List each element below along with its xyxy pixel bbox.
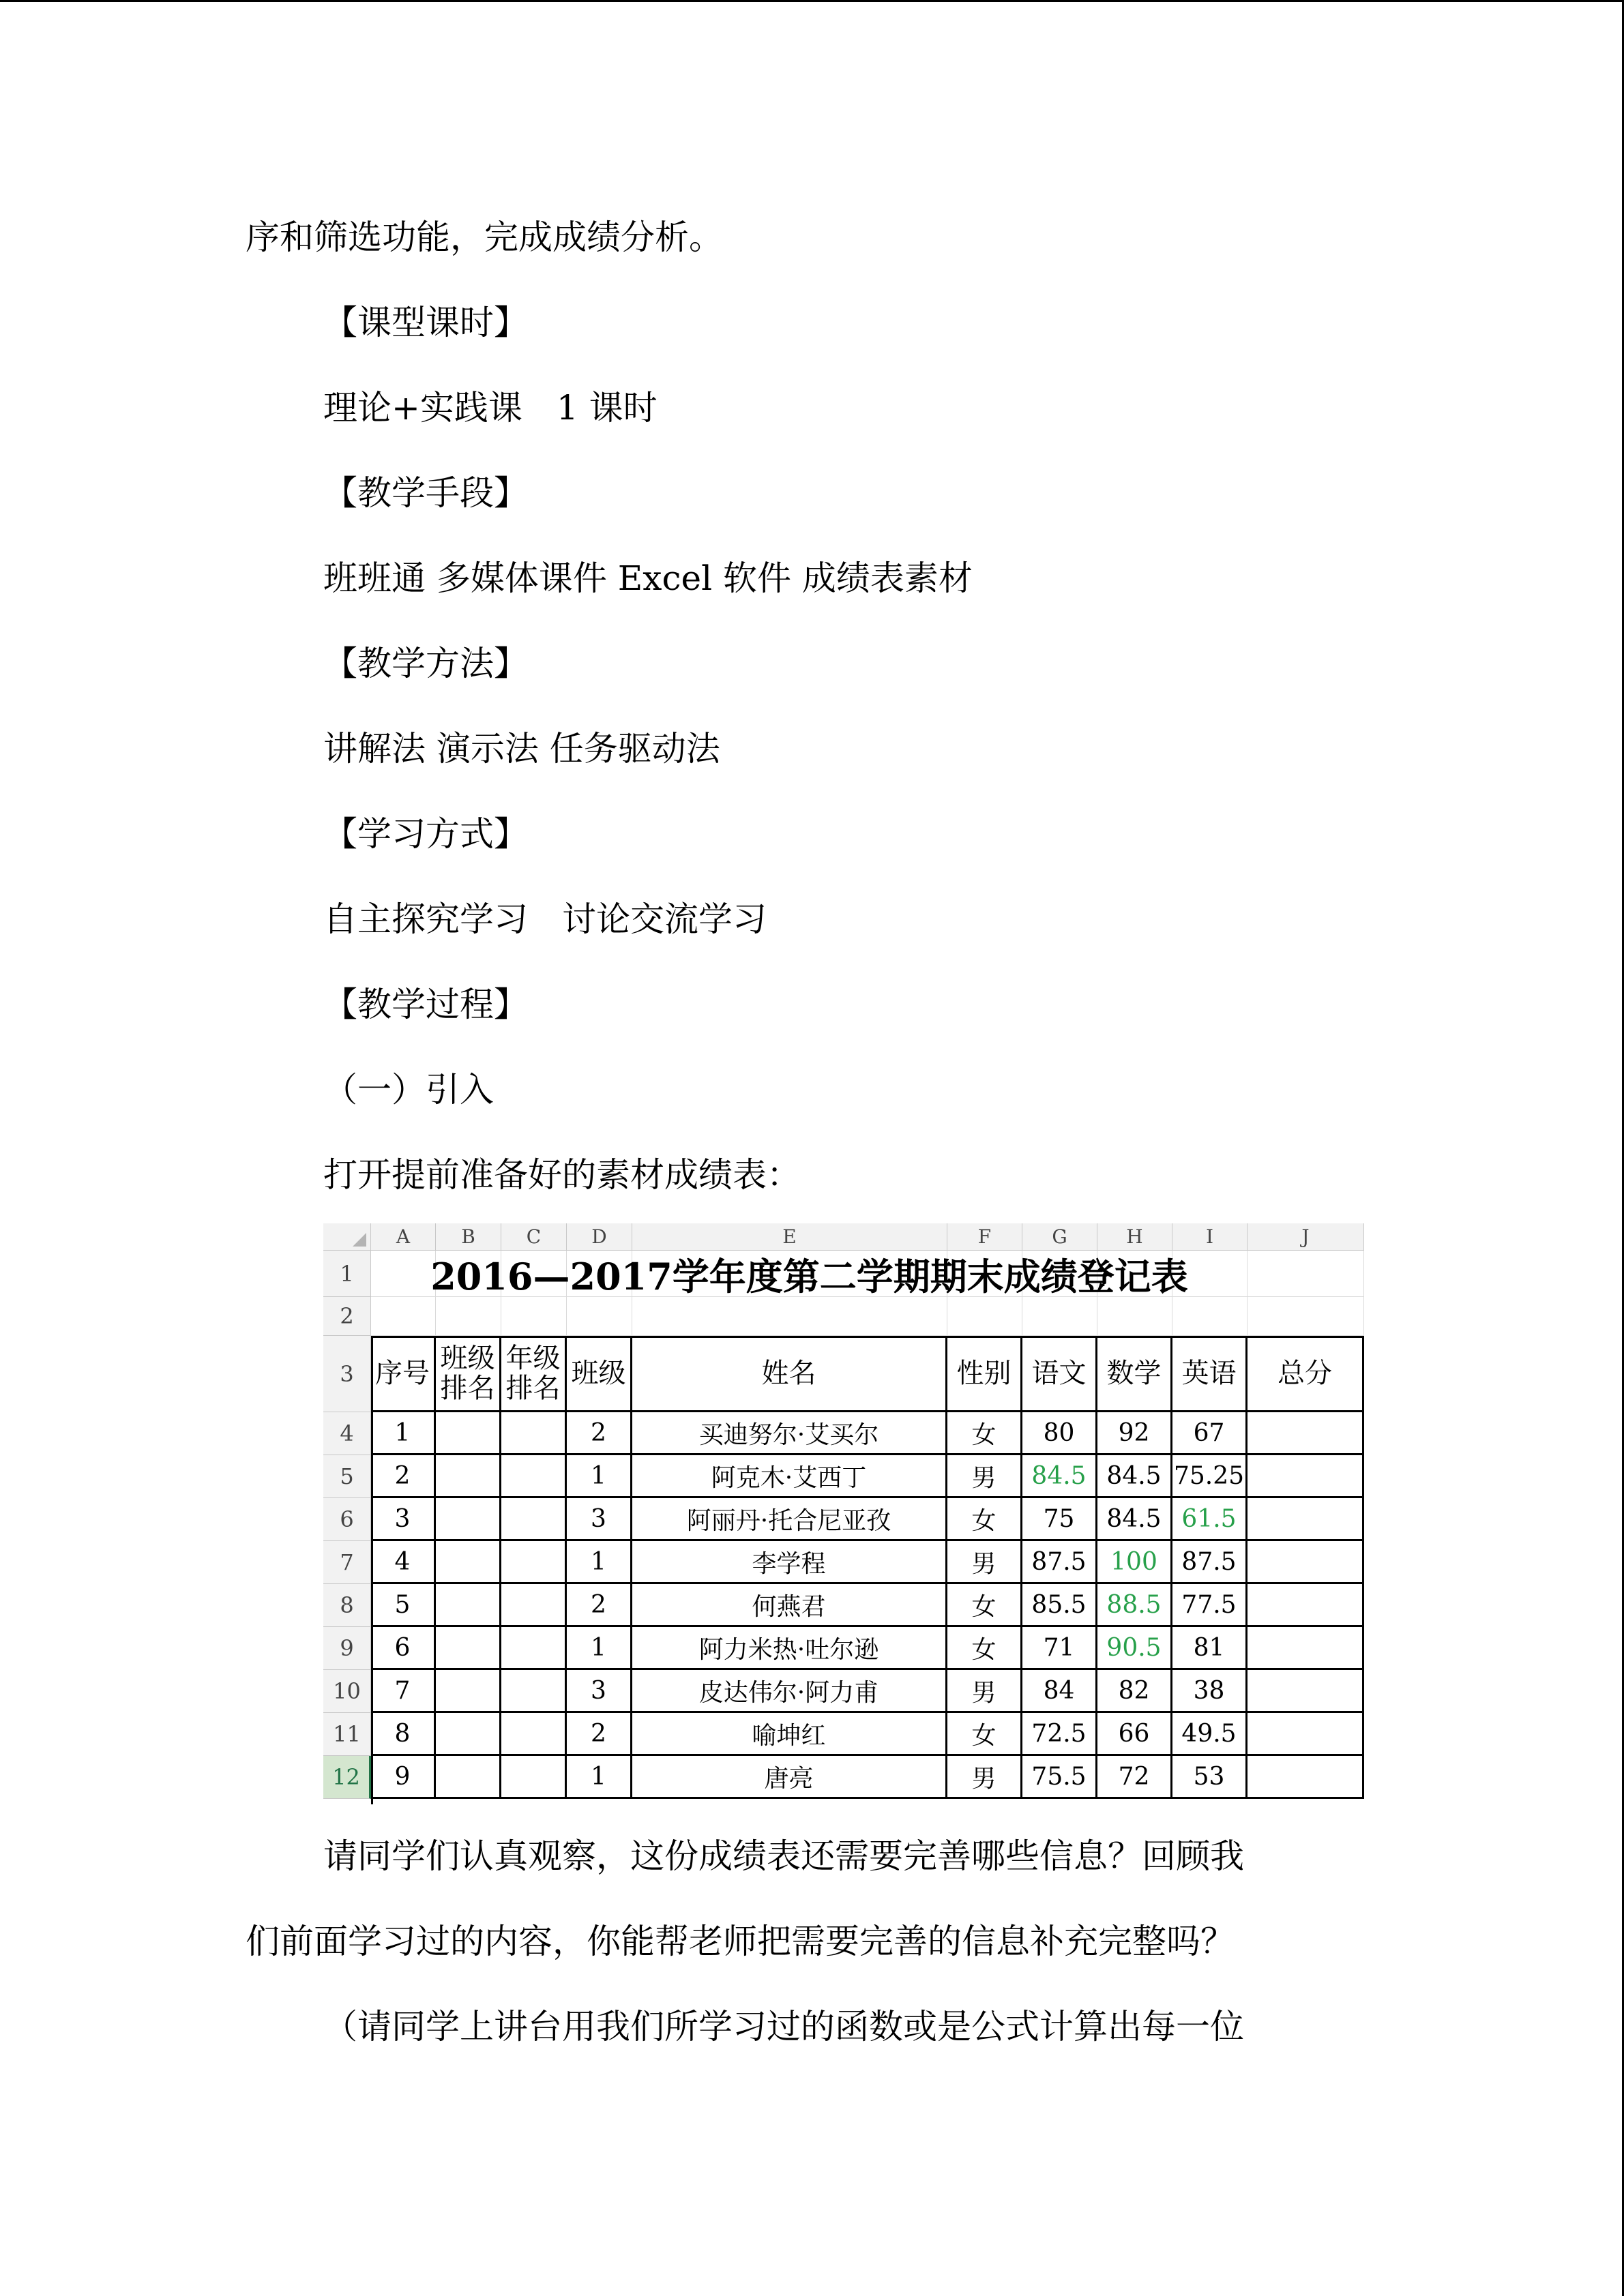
column-header-a: A bbox=[371, 1223, 436, 1251]
table-cell bbox=[1247, 1541, 1364, 1584]
heading-learning-style: 【学习方式】 bbox=[323, 814, 528, 854]
table-cell: 66 bbox=[1097, 1713, 1172, 1756]
table-cell bbox=[501, 1541, 567, 1584]
table-cell: 75.25 bbox=[1172, 1455, 1247, 1498]
row-header-2: 2 bbox=[323, 1297, 371, 1336]
table-header-label: 年级 排名 bbox=[505, 1342, 561, 1404]
table-header-label: 总分 bbox=[1278, 1357, 1332, 1389]
table-cell bbox=[1247, 1713, 1364, 1756]
column-header-c: C bbox=[501, 1223, 567, 1251]
table-cell: 88.5 bbox=[1097, 1584, 1172, 1627]
table-cell: 女 bbox=[947, 1713, 1022, 1756]
heading-introduction: （一）引入 bbox=[323, 1070, 494, 1109]
table-cell bbox=[501, 1498, 567, 1541]
grid-cell bbox=[1022, 1297, 1097, 1336]
table-cell: 5 bbox=[371, 1584, 436, 1627]
table-cell bbox=[1247, 1584, 1364, 1627]
table-cell: 49.5 bbox=[1172, 1713, 1247, 1756]
table-cell: 1 bbox=[567, 1455, 632, 1498]
table-cell bbox=[436, 1584, 501, 1627]
column-header-i: I bbox=[1172, 1223, 1247, 1251]
paragraph-intro-tail: 序和筛选功能，完成成绩分析。 bbox=[246, 218, 723, 257]
column-header-b: B bbox=[436, 1223, 501, 1251]
table-cell bbox=[501, 1584, 567, 1627]
table-cell: 75 bbox=[1022, 1498, 1097, 1541]
table-cell bbox=[501, 1627, 567, 1670]
row-header-4: 4 bbox=[323, 1412, 371, 1455]
table-cell bbox=[436, 1713, 501, 1756]
table-header-cell bbox=[371, 1336, 436, 1412]
row-header-11: 11 bbox=[323, 1713, 371, 1756]
table-cell: 81 bbox=[1172, 1627, 1247, 1670]
table-cell: 女 bbox=[947, 1584, 1022, 1627]
paragraph-teaching-methods: 讲解法 演示法 任务驱动法 bbox=[323, 729, 720, 769]
table-cell: 84.5 bbox=[1097, 1455, 1172, 1498]
row-header-6: 6 bbox=[323, 1498, 371, 1541]
table-header-label: 语文 bbox=[1031, 1357, 1087, 1389]
table-cell: 80 bbox=[1022, 1412, 1097, 1455]
paragraph-learning-style: 自主探究学习 讨论交流学习 bbox=[323, 899, 767, 939]
grid-cell bbox=[1247, 1297, 1364, 1336]
table-cell: 3 bbox=[567, 1498, 632, 1541]
table-cell: 1 bbox=[371, 1412, 436, 1455]
column-header-e: E bbox=[632, 1223, 947, 1251]
row-header-1: 1 bbox=[323, 1251, 371, 1297]
table-cell bbox=[501, 1756, 567, 1799]
table-cell: 71 bbox=[1022, 1627, 1097, 1670]
column-header-f: F bbox=[947, 1223, 1022, 1251]
row-header-7: 7 bbox=[323, 1541, 371, 1584]
paragraph-question-3: （请同学上讲台用我们所学习过的函数或是公式计算出每一位 bbox=[323, 2007, 1244, 2046]
paragraph-teaching-means: 班班通 多媒体课件 Excel 软件 成绩表素材 bbox=[323, 558, 973, 598]
column-header-h: H bbox=[1097, 1223, 1172, 1251]
paragraph-course-type: 理论+实践课 1 课时 bbox=[323, 388, 658, 428]
table-cell: 87.5 bbox=[1022, 1541, 1097, 1584]
row-header-12: 12 bbox=[323, 1756, 371, 1799]
table-cell: 2 bbox=[567, 1713, 632, 1756]
grid-cell bbox=[567, 1297, 632, 1336]
table-cell: 1 bbox=[567, 1541, 632, 1584]
table-cell: 8 bbox=[371, 1713, 436, 1756]
table-cell: 女 bbox=[947, 1498, 1022, 1541]
table-cell: 阿力米热·吐尔逊 bbox=[632, 1627, 947, 1670]
table-cell bbox=[436, 1498, 501, 1541]
table-cell bbox=[1247, 1756, 1364, 1799]
table-cell: 75.5 bbox=[1022, 1756, 1097, 1799]
column-header-g: G bbox=[1022, 1223, 1097, 1251]
table-cell bbox=[1247, 1412, 1364, 1455]
row-header-9: 9 bbox=[323, 1627, 371, 1670]
table-cell: 男 bbox=[947, 1670, 1022, 1713]
gradebook-spreadsheet bbox=[323, 1223, 1364, 1804]
heading-teaching-means: 【教学手段】 bbox=[323, 473, 528, 513]
table-header-label: 班级 排名 bbox=[440, 1342, 495, 1404]
table-header-label: 英语 bbox=[1181, 1357, 1237, 1389]
table-cell: 84.5 bbox=[1022, 1455, 1097, 1498]
table-header-cell bbox=[632, 1336, 947, 1412]
table-cell bbox=[436, 1412, 501, 1455]
table-cell: 2 bbox=[371, 1455, 436, 1498]
table-header-cell bbox=[567, 1336, 632, 1412]
heading-teaching-methods: 【教学方法】 bbox=[323, 644, 528, 683]
table-cell: 3 bbox=[371, 1498, 436, 1541]
table-cell: 84 bbox=[1022, 1670, 1097, 1713]
grid-cell bbox=[1247, 1251, 1364, 1297]
table-cell: 92 bbox=[1097, 1412, 1172, 1455]
table-cell: 72 bbox=[1097, 1756, 1172, 1799]
table-cell: 唐亮 bbox=[632, 1756, 947, 1799]
table-cell: 2 bbox=[567, 1412, 632, 1455]
table-cell: 男 bbox=[947, 1455, 1022, 1498]
sheet-title: 2016—2017学年度第二学期期末成绩登记表 bbox=[430, 1254, 1188, 1298]
table-header-label: 数学 bbox=[1106, 1357, 1162, 1389]
table-cell: 1 bbox=[567, 1756, 632, 1799]
paragraph-question-2: 们前面学习过的内容，你能帮老师把需要完善的信息补充完整吗？ bbox=[246, 1922, 1235, 1961]
table-cell: 7 bbox=[371, 1670, 436, 1713]
table-cell: 67 bbox=[1172, 1412, 1247, 1455]
table-cell: 90.5 bbox=[1097, 1627, 1172, 1670]
table-cell: 李学程 bbox=[632, 1541, 947, 1584]
table-cell bbox=[501, 1455, 567, 1498]
table-cell: 9 bbox=[371, 1756, 436, 1799]
table-cell: 女 bbox=[947, 1412, 1022, 1455]
table-cell bbox=[1247, 1455, 1364, 1498]
table-cell: 85.5 bbox=[1022, 1584, 1097, 1627]
table-cell: 买迪努尔·艾买尔 bbox=[632, 1412, 947, 1455]
table-cell: 6 bbox=[371, 1627, 436, 1670]
row-header-5: 5 bbox=[323, 1455, 371, 1498]
table-cell: 皮达伟尔·阿力甫 bbox=[632, 1670, 947, 1713]
table-header-label: 性别 bbox=[956, 1357, 1012, 1389]
table-header-label: 班级 bbox=[571, 1357, 626, 1389]
grid-cell bbox=[632, 1297, 947, 1336]
table-cell bbox=[1247, 1670, 1364, 1713]
grid-cell bbox=[501, 1297, 567, 1336]
table-cell: 1 bbox=[567, 1627, 632, 1670]
table-header-cell bbox=[947, 1336, 1022, 1412]
table-header-cell bbox=[1022, 1336, 1097, 1412]
table-header-label: 姓名 bbox=[761, 1357, 816, 1389]
table-cell bbox=[501, 1412, 567, 1455]
heading-teaching-process: 【教学过程】 bbox=[323, 985, 528, 1024]
table-cell bbox=[436, 1670, 501, 1713]
table-cell: 53 bbox=[1172, 1756, 1247, 1799]
table-header-cell bbox=[501, 1336, 567, 1412]
heading-course-type: 【课型课时】 bbox=[323, 303, 528, 342]
table-cell: 87.5 bbox=[1172, 1541, 1247, 1584]
table-cell: 100 bbox=[1097, 1541, 1172, 1584]
table-cell: 72.5 bbox=[1022, 1713, 1097, 1756]
table-cell bbox=[436, 1627, 501, 1670]
table-cell: 82 bbox=[1097, 1670, 1172, 1713]
table-cell: 男 bbox=[947, 1541, 1022, 1584]
table-cell bbox=[1247, 1498, 1364, 1541]
table-header-cell bbox=[1097, 1336, 1172, 1412]
table-cell: 男 bbox=[947, 1756, 1022, 1799]
table-cell: 3 bbox=[567, 1670, 632, 1713]
row-header-8: 8 bbox=[323, 1584, 371, 1627]
table-cell: 阿克木·艾西丁 bbox=[632, 1455, 947, 1498]
table-cell: 喻坤红 bbox=[632, 1713, 947, 1756]
table-cell: 4 bbox=[371, 1541, 436, 1584]
table-header-cell bbox=[436, 1336, 501, 1412]
grid-cell bbox=[436, 1297, 501, 1336]
table-header-label: 序号 bbox=[375, 1357, 430, 1389]
table-cell: 女 bbox=[947, 1627, 1022, 1670]
table-cell: 38 bbox=[1172, 1670, 1247, 1713]
table-cell bbox=[501, 1713, 567, 1756]
table-cell: 77.5 bbox=[1172, 1584, 1247, 1627]
table-header-cell bbox=[1172, 1336, 1247, 1412]
grid-cell bbox=[947, 1297, 1022, 1336]
table-cell bbox=[436, 1455, 501, 1498]
table-cell: 何燕君 bbox=[632, 1584, 947, 1627]
column-header-j: J bbox=[1247, 1223, 1364, 1251]
paragraph-open-table: 打开提前准备好的素材成绩表： bbox=[323, 1155, 801, 1195]
grid-cell bbox=[371, 1297, 436, 1336]
table-header-cell bbox=[1247, 1336, 1364, 1412]
select-all-corner bbox=[323, 1223, 371, 1251]
table-cell: 61.5 bbox=[1172, 1498, 1247, 1541]
row-header-10: 10 bbox=[323, 1670, 371, 1713]
table-cell: 阿丽丹·托合尼亚孜 bbox=[632, 1498, 947, 1541]
column-header-d: D bbox=[567, 1223, 632, 1251]
table-cell bbox=[501, 1670, 567, 1713]
table-cell bbox=[436, 1756, 501, 1799]
table-cell bbox=[1247, 1627, 1364, 1670]
row-header-3: 3 bbox=[323, 1336, 371, 1412]
grid-cell bbox=[1097, 1297, 1172, 1336]
table-cell: 84.5 bbox=[1097, 1498, 1172, 1541]
paragraph-question-1: 请同学们认真观察，这份成绩表还需要完善哪些信息？回顾我 bbox=[323, 1836, 1244, 1876]
grid-cell bbox=[1172, 1297, 1247, 1336]
table-cell: 2 bbox=[567, 1584, 632, 1627]
table-cell bbox=[436, 1541, 501, 1584]
select-all-triangle-icon bbox=[353, 1233, 366, 1247]
